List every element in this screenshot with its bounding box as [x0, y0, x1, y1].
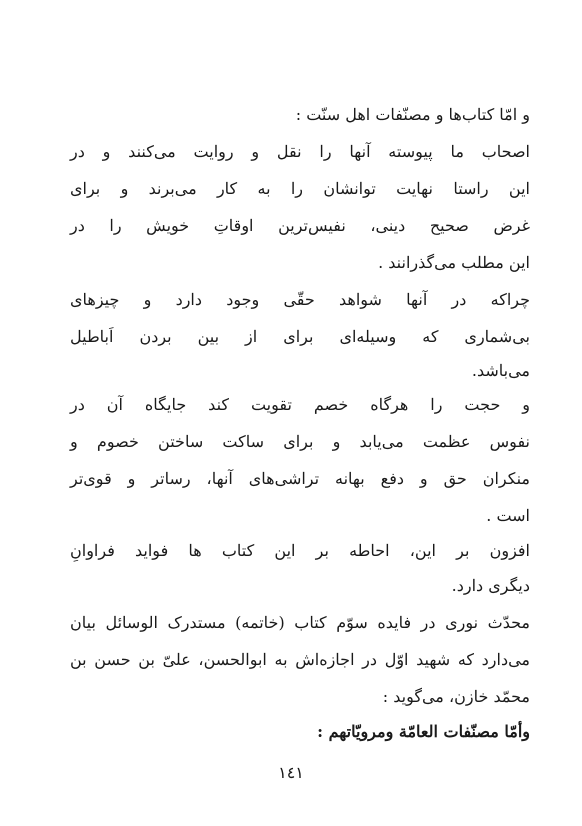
text-line-12: است .	[486, 506, 530, 525]
text-line-9: و حجت را هرگاه خصم تقویت کند جایگاه آن در	[70, 395, 530, 414]
text-line-4: غرض صحیح دینی، نفیس‌ترین اوقاتِ خویش را در	[70, 216, 530, 235]
text-line-11: منکران حق و دفع بهانه تراشی‌های آنها، رساتر و قوی‌تر	[70, 469, 530, 488]
text-line-6: چراکه در آنها شواهد حقّی وجود دارد و چیزهای	[70, 290, 530, 309]
text-line-14: دیگری دارد.	[451, 576, 530, 595]
text-line-5: این مطلب می‌گذرانند .	[378, 253, 530, 272]
text-line-3: این راستا نهایت توانشان را به کار می‌برند و برای	[70, 179, 530, 198]
text-line-1: و امّا کتاب‌ها و مصنّفات اهل سنّت :	[295, 105, 530, 124]
text-line-15: محدّث نوری در فایده سوّم کتاب (خاتمه) مستدرک الوسائل بیان	[70, 613, 530, 632]
page-number: ١٤١	[278, 763, 304, 782]
text-line-16: می‌دارد که شهید اوّل در اجازه‌اش به ابوالحسن، علیّ بن حسن بن	[70, 650, 530, 669]
text-line-7: بی‌شماری که وسیله‌ای برای از بین بردن اَباطیل	[70, 327, 530, 346]
text-line-8: می‌باشد.	[471, 361, 530, 380]
text-line-17: محمّد خازن، می‌گوید :	[382, 687, 530, 706]
text-line-2: اصحاب ما پیوسته آنها را نقل و روایت می‌کنند و در	[70, 142, 530, 161]
text-line-10: نفوس عظمت می‌یابد و برای ساکت ساختن خصوم و	[70, 432, 530, 451]
arabic-heading-line: وأمّا مصنّفات العامّة ومرويّاتهم :	[317, 722, 530, 741]
text-line-13: افزون بر این، احاطه بر این کتاب ها فواید فراوانِ	[70, 541, 530, 560]
